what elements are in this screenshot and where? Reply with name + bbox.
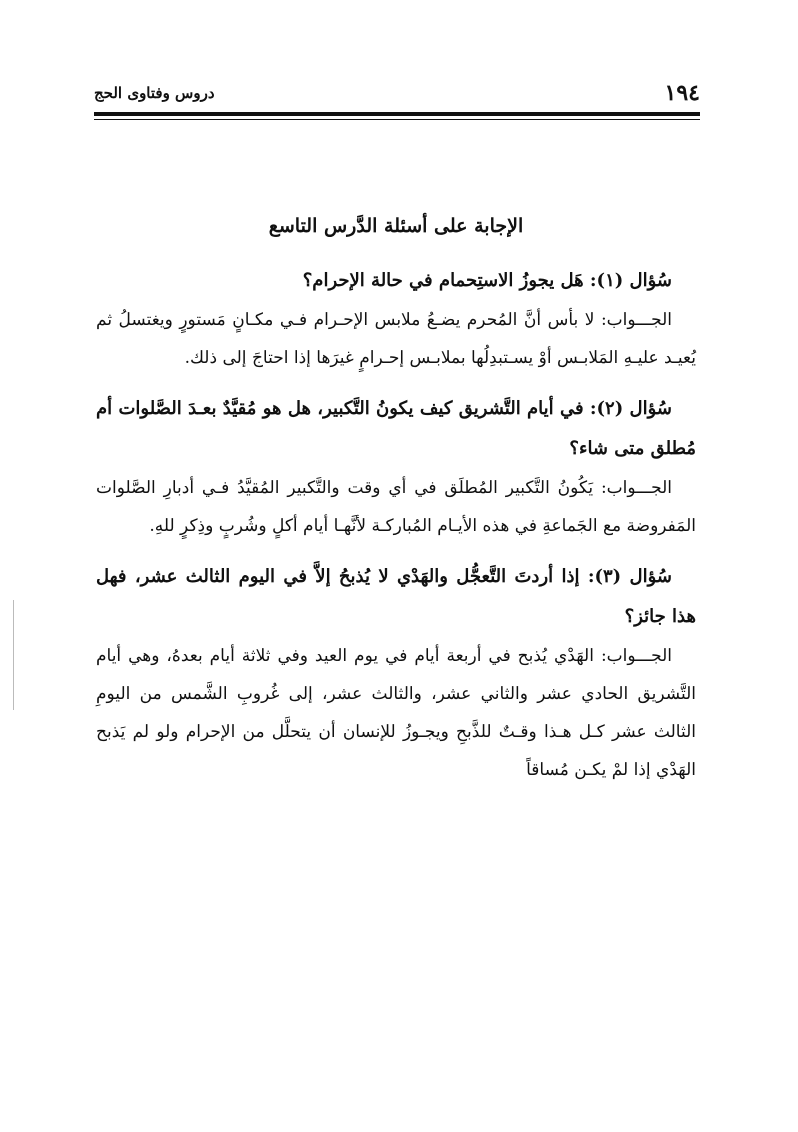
answer — [96, 469, 696, 545]
qa-block — [96, 261, 696, 377]
question: سُؤال (٢): في أيام التَّشريق كيف يكونُ التَّكبير، هل هو مُقيَّدٌ بعـدَ الصَّلوات أم مُطلق متى شاء؟ — [96, 398, 696, 459]
lesson-heading: الإجابة على أسئلة الدَّرس التاسع — [268, 215, 524, 237]
answer-text: لا بأس أنَّ المُحرم يضـعُ ملابس الإحـرام فـي مكـانٍ مَستورٍ ويغتسلُ ثم يُعيـد عليـهِ المَلابـس أوْ يسـتبدِلُها بملابـس إحـرامٍ غيرَها إذا احتاجَ إلى ذلك. — [96, 310, 696, 368]
page-content — [96, 215, 696, 801]
header-rule-thick — [94, 112, 700, 116]
answer-label: الجـــواب: — [600, 646, 672, 666]
question: سُؤال (١): هَل يجوزُ الاستِحمام في حالة الإحرام؟ — [302, 270, 672, 291]
qa-block — [96, 557, 696, 789]
question: سُؤال (٣): إذا أردتَ التَّعجُّل والهَدْي لا يُذبحُ إلاَّ في اليوم الثالث عشر، فهل هذا جائز؟ — [96, 566, 696, 627]
answer-label: الجـــواب: — [600, 478, 673, 498]
qa-block — [96, 389, 696, 545]
margin-line — [13, 600, 14, 710]
answer — [96, 637, 696, 789]
page-header — [94, 80, 700, 108]
page-number: ١٩٤ — [664, 80, 700, 106]
answer-text: الهَدْي يُذبح في أربعة أيام في يوم العيد وفي ثلاثة أيام بعدهُ، وهي أيام التَّشريق الحادي عشر والثاني عشر، والثالث عشر، إلى غُروبِ الشَّمس من اليومِ الثالث عشر كـل هـذا وقـتٌ للذَّبحِ ويجـوزُ للإنسان أن يتحلَّل من الإحرام ولو لم يَذبح الهَدْي إذا لمْ يكـن مُساقاً — [96, 646, 696, 780]
answer — [96, 301, 696, 377]
answer-text: يَكُونُ التَّكبير المُطلَق في أي وقت والتَّكبير المُقيَّدُ فـي أدبارِ الصَّلوات المَفروضة مع الجَماعةِ في هذه الأيـام المُباركـة لأنَّهـا أيام أكلٍ وشُربٍ وذِكرٍ للهِ. — [96, 478, 696, 536]
answer-label: الجـــواب: — [600, 310, 672, 330]
header-rule-thin — [94, 119, 700, 120]
book-title: دروس وفتاوى الحج — [94, 84, 215, 102]
